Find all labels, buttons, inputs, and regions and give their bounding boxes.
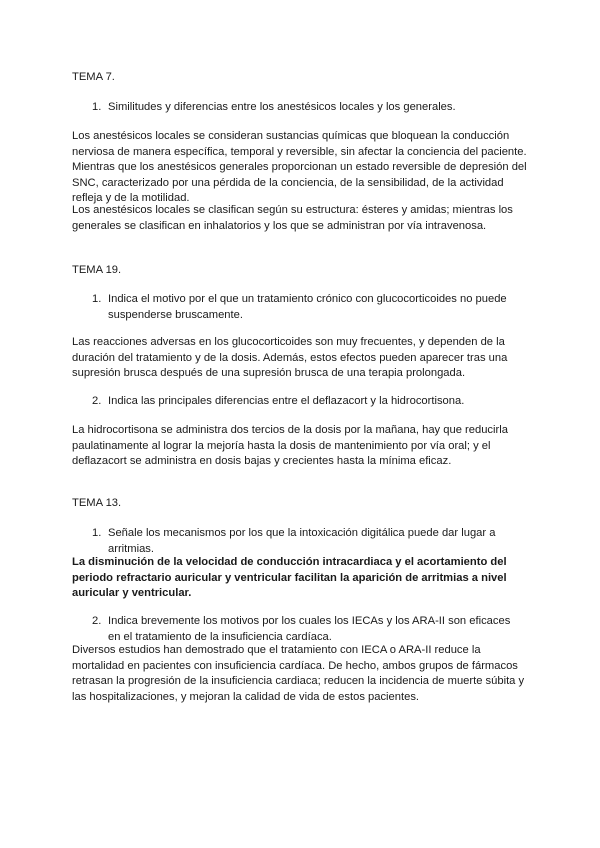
question-number: 1. <box>92 101 102 113</box>
tema19-answer-2: La hidrocortisona se administra dos tercios de la dosis por la mañana, hay que reducirla paulatinamente al lograr la mejoría hasta la dosis de mantenimiento por vía oral; y el deflazacort se administra en dosis bajas y crecientes hasta la mínima eficaz. <box>72 424 508 467</box>
question-text: Indica brevemente los motivos por los cuales los IECAs y los ARA-II son eficaces en el tratamiento de la insuficiencia cardíaca. <box>108 615 511 643</box>
tema19-question-1 <box>92 292 522 323</box>
question-number: 1. <box>92 293 102 305</box>
tema19-question-2 <box>92 394 522 410</box>
tema7-heading: TEMA 7. <box>72 71 115 83</box>
tema13-answer-1: La disminución de la velocidad de conducción intracardiaca y el acortamiento del periodo refractario auricular y ventricular facilitan la aparición de arritmias a nivel auricular y ventricular. <box>72 556 507 599</box>
tema7-answer-paragraph-2: Los anestésicos locales se clasifican según su estructura: ésteres y amidas; mientras los generales se clasifican en inhalatorios y los que se administran por vía intravenosa. <box>72 204 513 232</box>
tema19-answer-1: Las reacciones adversas en los glucocorticoides son muy frecuentes, y dependen de la duración del tratamiento y de la dosis. Además, estos efectos pueden aparecer tras una supresión brusca después de una supresión brusca de una terapia prolongada. <box>72 336 508 379</box>
tema13-answer-2: Diversos estudios han demostrado que el tratamiento con IECA o ARA-II reduce la mortalidad en pacientes con insuficiencia cardíaca. De hecho, ambos grupos de fármacos retrasan la progresión de la insuficiencia cardiaca; reducen la incidencia de muerte súbita y las hospitalizaciones, y mejoran la calidad de vida de estos pacientes. <box>72 644 525 703</box>
tema13-heading: TEMA 13. <box>72 497 122 509</box>
question-text: Similitudes y diferencias entre los anestésicos locales y los generales. <box>108 101 456 113</box>
tema7-question-1 <box>92 100 522 116</box>
question-number: 2. <box>92 395 102 407</box>
tema7-answer-paragraph-1: Los anestésicos locales se consideran sustancias químicas que bloquean la conducción nerviosa de manera específica, temporal y reversible, sin afectar la conciencia del paciente. Mientras que los anestésicos generales proporcionan un estado reversible de depresión del SNC, caracterizado por una pérdida de la conciencia, de la sensibilidad, de la actividad refleja y de la motilidad. <box>72 130 527 204</box>
question-text: Indica el motivo por el que un tratamiento crónico con glucocorticoides no puede suspenderse bruscamente. <box>108 293 507 321</box>
question-number: 1. <box>92 527 102 539</box>
tema13-question-1 <box>92 526 522 557</box>
question-text: Señale los mecanismos por los que la intoxicación digitálica puede dar lugar a arritmias. <box>108 527 496 555</box>
question-number: 2. <box>92 615 102 627</box>
tema13-question-2 <box>92 614 522 645</box>
tema19-heading: TEMA 19. <box>72 264 122 276</box>
question-text: Indica las principales diferencias entre el deflazacort y la hidrocortisona. <box>108 395 465 407</box>
